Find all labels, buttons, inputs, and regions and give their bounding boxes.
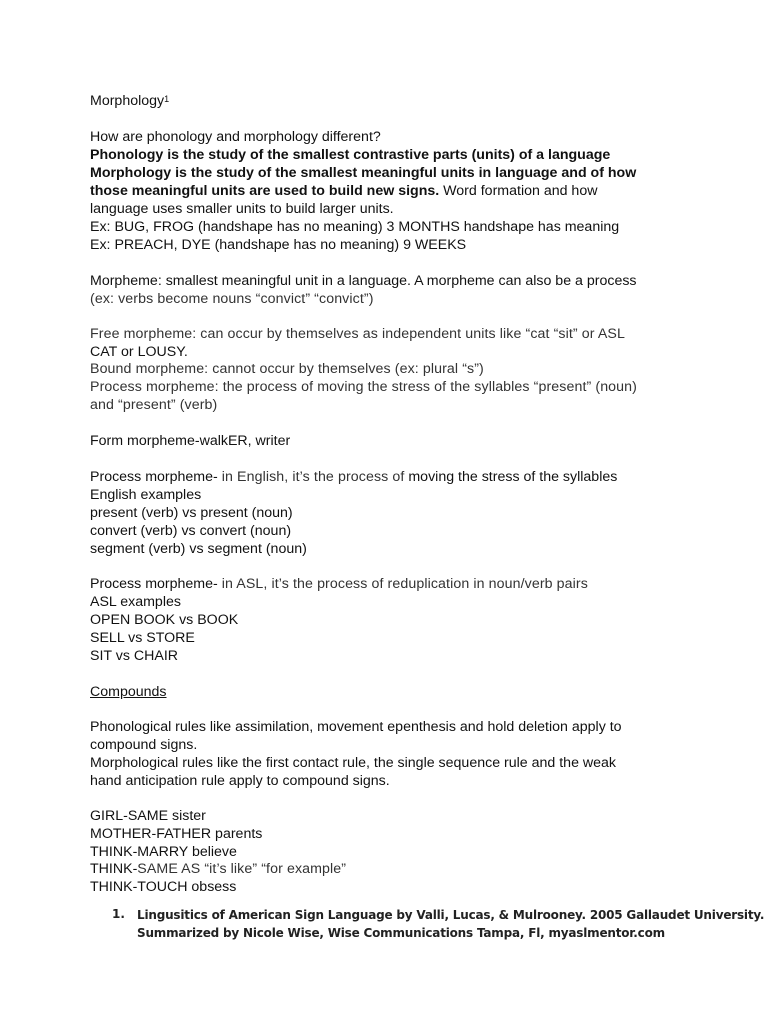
english-heading	[90, 468, 617, 486]
free-morpheme-line-2: CAT or LOUSY.	[90, 344, 188, 360]
morphology-definition-line-2	[90, 182, 597, 200]
phonological-rules-line-2: compound signs.	[90, 737, 198, 753]
morphological-rules-line-2: hand anticipation rule apply to compound signs.	[90, 773, 390, 789]
morphology-definition-rest: Word formation and how	[439, 183, 598, 199]
compounds-heading: Compounds	[90, 684, 167, 700]
compound-example: GIRL-SAME sister	[90, 808, 206, 824]
page-title	[90, 92, 169, 110]
phonology-definition: Phonology is the study of the smallest contrastive parts (units) of a language	[90, 147, 611, 163]
phonological-rules-line-1: Phonological rules like assimilation, movement epenthesis and hold deletion apply to	[90, 719, 622, 735]
english-heading-c: moving the stress of the syllables	[404, 469, 618, 485]
compound-example-4a: THINK-	[90, 861, 138, 877]
compound-example: THINK-MARRY believe	[90, 844, 237, 860]
process-morpheme-line-1: Process morpheme: the process of moving the stress of the syllables “present” (noun)	[90, 379, 637, 395]
footnote-number: 1.	[112, 907, 125, 921]
compound-example: THINK-TOUCH obsess	[90, 879, 237, 895]
example-line-2: Ex: PREACH, DYE (handshape has no meaning) 9 WEEKS	[90, 237, 467, 253]
english-examples-label: English examples	[90, 487, 202, 503]
process-morpheme-line-2: and “present” (verb)	[90, 397, 218, 413]
asl-heading-a: Process morpheme-	[90, 576, 218, 592]
title-text: Morphology	[90, 93, 165, 109]
footnote-line-1: Lingusitics of American Sign Language by Valli, Lucas, & Mulrooney. 2005 Gallaudet University.	[137, 908, 765, 922]
morphology-definition-bold: those meaningful units are used to build new signs.	[90, 183, 440, 199]
morphological-rules-line-1: Morphological rules like the first contact rule, the single sequence rule and the weak	[90, 755, 617, 771]
morphology-definition-line-1: Morphology is the study of the smallest meaningful units in language and of how	[90, 165, 637, 181]
compound-example-4b: SAME AS “it’s like” “for example”	[137, 861, 347, 877]
english-heading-b: in English, it’s the process of	[217, 469, 405, 485]
morphology-definition-line-3: language uses smaller units to build larger units.	[90, 201, 394, 217]
footnote-mark: 1	[164, 94, 170, 104]
english-example: segment (verb) vs segment (noun)	[90, 541, 307, 557]
asl-example: SELL vs STORE	[90, 630, 195, 646]
form-morpheme: Form morpheme-walkER, writer	[90, 433, 291, 449]
bound-morpheme: Bound morpheme: cannot occur by themselves (ex: plural “s”)	[90, 361, 484, 377]
compound-example: MOTHER-FATHER parents	[90, 826, 263, 842]
english-heading-a: Process morpheme-	[90, 469, 218, 485]
compound-example	[90, 860, 346, 878]
footnote-line-2: Summarized by Nicole Wise, Wise Communications Tampa, Fl, myaslmentor.com	[137, 926, 665, 940]
asl-example: OPEN BOOK vs BOOK	[90, 612, 239, 628]
asl-heading	[90, 575, 588, 593]
english-example: present (verb) vs present (noun)	[90, 505, 293, 521]
morpheme-definition: Morpheme: smallest meaningful unit in a language. A morpheme can also be a process	[90, 273, 637, 289]
morpheme-example: (ex: verbs become nouns “convict” “convict”)	[90, 291, 374, 307]
intro-question: How are phonology and morphology different?	[90, 129, 381, 145]
asl-heading-b: in ASL, it’s the process of reduplication in noun/verb pairs	[217, 576, 588, 592]
free-morpheme-line-1: Free morpheme: can occur by themselves as independent units like “cat “sit” or ASL	[90, 326, 625, 342]
asl-example: SIT vs CHAIR	[90, 648, 179, 664]
example-line-1: Ex: BUG, FROG (handshape has no meaning) 3 MONTHS handshape has meaning	[90, 219, 620, 235]
english-example: convert (verb) vs convert (noun)	[90, 523, 292, 539]
asl-examples-label: ASL examples	[90, 594, 181, 610]
